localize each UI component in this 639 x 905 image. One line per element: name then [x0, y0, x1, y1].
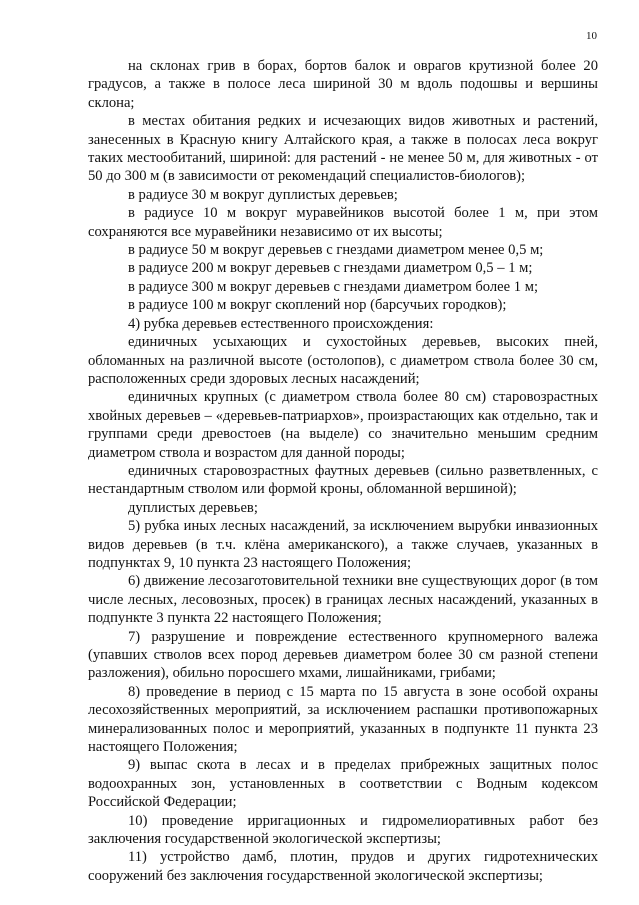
paragraph-hollow-trees: дуплистых деревьев; [128, 499, 258, 516]
paragraph-nests-large: в радиусе 300 м вокруг деревьев с гнездами диаметром более 1 м; [128, 278, 539, 295]
document-body [88, 57, 598, 885]
paragraph-patriarch-trees: единичных крупных (с диаметром ствола более 80 см) старовозрастных хвойных деревьев – «деревьев-патриархов», произрастающих как отдельно, так и группами среди древостоев (на выделе) со значительно меньшим средним диаметром ствола и возрастом для данной породы; [88, 389, 598, 461]
list-item-4: 4) рубка деревьев естественного происхождения: [128, 315, 434, 332]
paragraph-rare-species: в местах обитания редких и исчезающих видов животных и растений, занесенных в Красную книгу Алтайского края, а также в полосах леса вокруг таких местообитаний, шириной: для растений - не менее 50 м, для животных - от 50 до 300 м (в зависимости от рекомендаций специалистов-биологов); [88, 113, 598, 185]
list-item-6: 6) движение лесозаготовительной техники вне существующих дорог (в том числе лесных, лесовозных, просек) в границах лесных насаждений, указанных в подпункте 3 пункта 22 настоящего Положения; [88, 573, 598, 627]
paragraph-nests-medium: в радиусе 200 м вокруг деревьев с гнездами диаметром 0,5 – 1 м; [128, 260, 533, 277]
paragraph-burrows: в радиусе 100 м вокруг скоплений нор (барсучьих городков); [128, 297, 507, 314]
list-item-5: 5) рубка иных лесных насаждений, за исключением вырубки инвазионных видов деревьев (в т.ч. клёна американского), а также случаев, указанных в подпунктах 9, 10 пункта 23 настоящего Положения; [88, 518, 598, 571]
paragraph-faulty-trees: единичных старовозрастных фаутных деревьев (сильно разветвленных, с нестандартным стволом или формой кроны, обломанной вершиной); [88, 462, 598, 498]
paragraph-slopes: на склонах грив в борах, бортов балок и оврагов крутизной более 20 градусов, а также в полосе леса шириной 30 м вдоль подошвы и вершины склона; [88, 58, 598, 111]
paragraph-nests-small: в радиусе 50 м вокруг деревьев с гнездами диаметром менее 0,5 м; [128, 242, 544, 259]
list-item-10: 10) проведение ирригационных и гидромелиоративных работ без заключения государственной экологической экспертизы; [88, 812, 598, 848]
paragraph-anthills-radius: в радиусе 10 м вокруг муравейников высотой более 1 м, при этом сохраняются все муравейники независимо от их высоты; [88, 205, 598, 240]
list-item-9: 9) выпас скота в лесах и в пределах прибрежных защитных полос водоохранных зон, установленных в соответствии с Водным кодексом Российской Федерации; [88, 757, 598, 811]
list-item-7: 7) разрушение и повреждение естественного крупномерного валежа (упавших стволов всех пород деревьев диаметром более 30 см разной степени разложения), обильно поросшего мхами, лишайниками, грибами; [88, 628, 598, 682]
list-item-8: 8) проведение в период с 15 марта по 15 августа в зоне особой охраны лесохозяйственных мероприятий, за исключением распашки противопожарных минерализованных полос и мероприятий, указанных в подпункте 11 пункта 23 настоящего Положения; [88, 683, 598, 756]
paragraph-dead-trees: единичных усыхающих и сухостойных деревьев, высоких пней, обломанных на различной высоте (остолопов), с диаметром ствола более 30 см, расположенных среди здоровых лесных насаждений; [88, 334, 598, 387]
page-number: 10 [586, 30, 597, 42]
list-item-11: 11) устройство дамб, плотин, прудов и других гидротехнических сооружений без заключения государственной экологической экспертизы; [88, 849, 598, 884]
paragraph-hollow-trees-radius: в радиусе 30 м вокруг дуплистых деревьев; [128, 186, 398, 203]
